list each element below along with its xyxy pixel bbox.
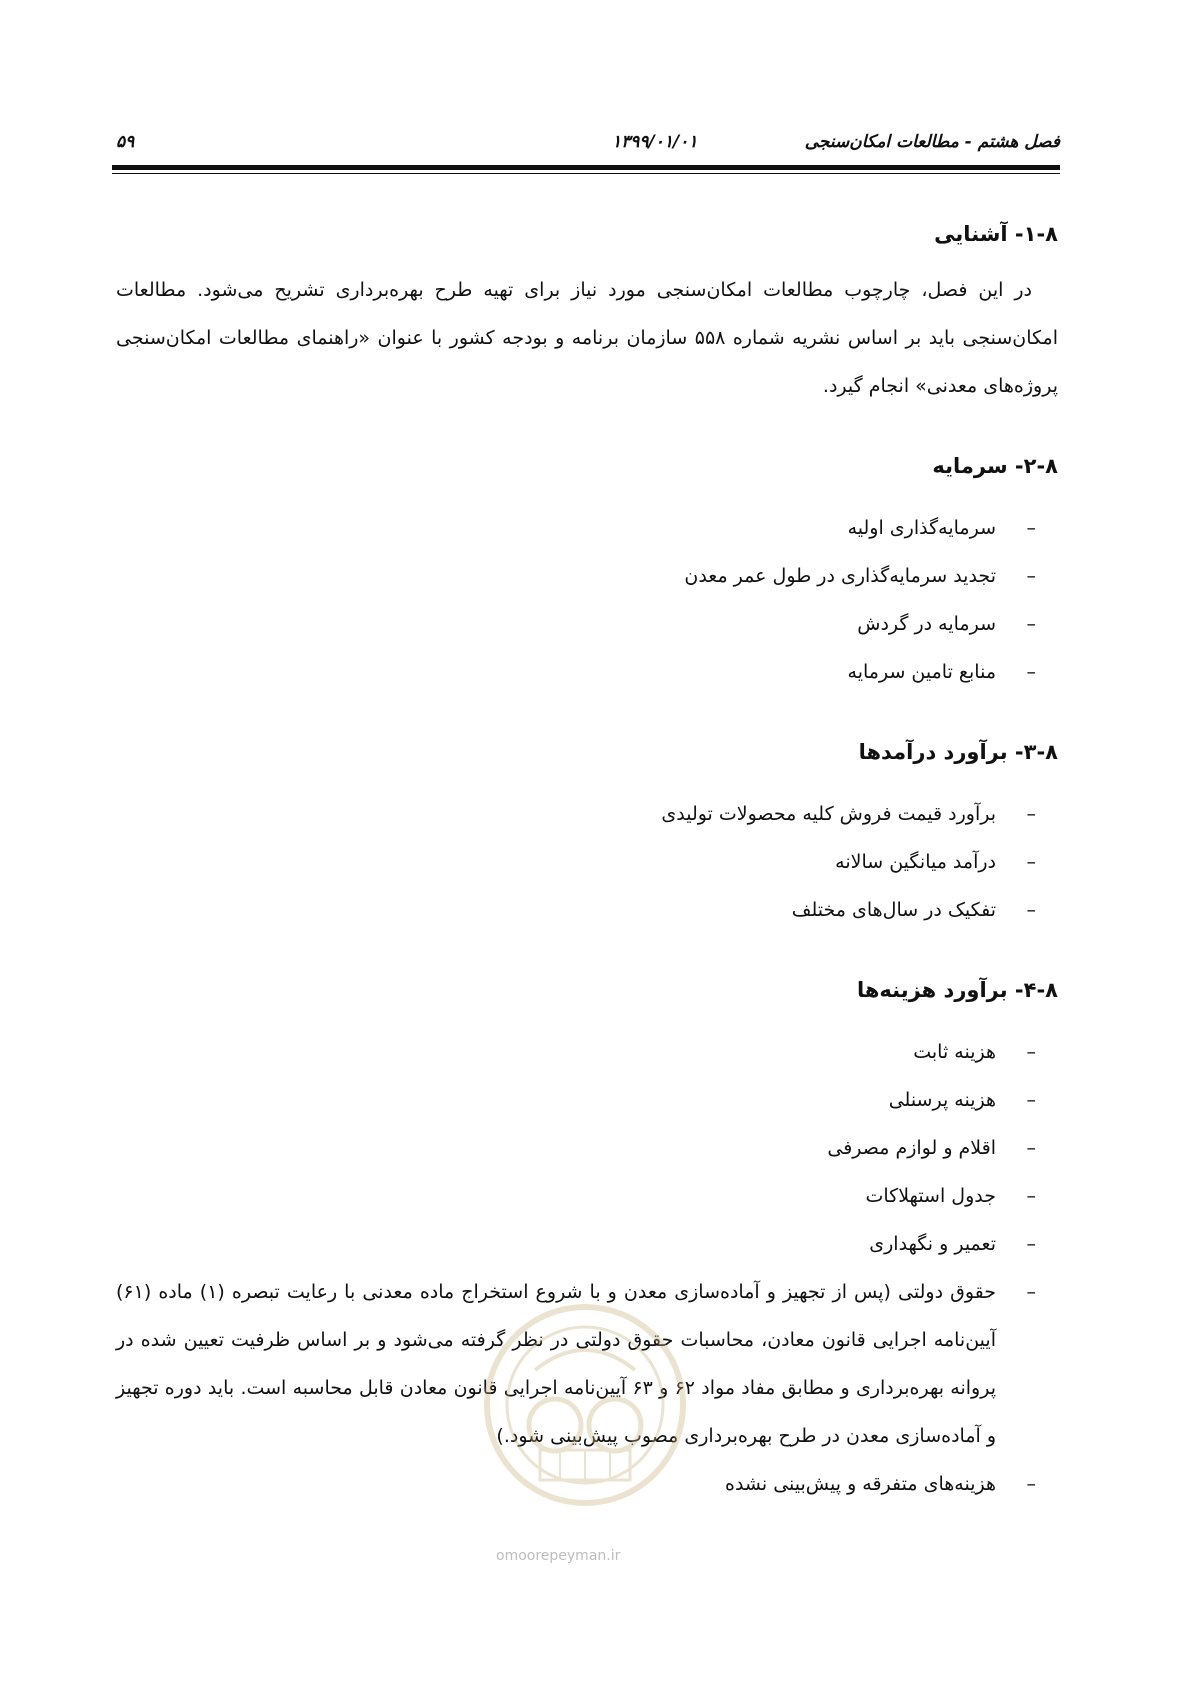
list-item: – منابع تامین سرمایه — [116, 648, 1058, 696]
list-item: – هزینه پرسنلی — [116, 1076, 1058, 1124]
list-item-government-royalties: – حقوق دولتی (پس از تجهیز و آماده‌سازی معدن و با شروع استخراج ماده معدنی با رعایت تبصره (۱) ماده (۶۱) آیین‌نامه اجرایی قانون معادن، محاسبات حقوق دولتی در نظر گرفته می‌شود و بر اساس ظرفیت تعیین شده در پروانه بهره‌برداری و مطابق مفاد مواد ۶۲ و ۶۳ آیین‌نامه اجرایی قانون معادن قابل محاسبه است. باید دوره تجهیز و آماده‌سازی معدن در طرح بهره‌برداری مصوب پیش‌بینی شود.) — [116, 1268, 1058, 1460]
section-heading-introduction: ۱-۸- آشنایی — [934, 222, 1058, 246]
list-item: – جدول استهلاکات — [116, 1172, 1058, 1220]
section-heading-costs: ۴-۸- برآورد هزینه‌ها — [856, 978, 1058, 1002]
header-rule-thick — [112, 165, 1060, 170]
list-item: – برآورد قیمت فروش کلیه محصولات تولیدی — [116, 790, 1058, 838]
section-heading-revenue: ۳-۸- برآورد درآمدها — [858, 740, 1058, 764]
list-item: – سرمایه‌گذاری اولیه — [116, 504, 1058, 552]
section-heading-capital: ۲-۸- سرمایه — [932, 454, 1058, 478]
revenue-list — [116, 790, 1058, 934]
watermark-text: omoorepeyman.ir — [496, 1548, 621, 1564]
page-header — [112, 128, 1060, 158]
list-item: – اقلام و لوازم مصرفی — [116, 1124, 1058, 1172]
list-item: – سرمایه در گردش — [116, 600, 1058, 648]
intro-paragraph: در این فصل، چارچوب مطالعات امکان‌سنجی مورد نیاز برای تهیه طرح بهره‌برداری تشریح می‌شود. مطالعات امکان‌سنجی باید بر اساس نشریه شماره ۵۵۸ سازمان برنامه و بودجه کشور با عنوان «راهنمای مطالعات امکان‌سنجی پروژه‌های معدنی» انجام گیرد. — [116, 279, 1058, 397]
list-item: – هزینه ثابت — [116, 1028, 1058, 1076]
page-number: ۵۹ — [116, 132, 135, 152]
list-item: – درآمد میانگین سالانه — [116, 838, 1058, 886]
list-item: – تجدید سرمایه‌گذاری در طول عمر معدن — [116, 552, 1058, 600]
list-item: – هزینه‌های متفرقه و پیش‌بینی نشده — [116, 1460, 1058, 1508]
list-item: – تفکیک در سال‌های مختلف — [116, 886, 1058, 934]
header-date: ۱۳۹۹/۰۱/۰۱ — [612, 132, 698, 152]
capital-list — [116, 504, 1058, 696]
header-rule-thin — [112, 173, 1060, 174]
watermark-seal-icon — [480, 1300, 690, 1510]
list-item: – تعمیر و نگهداری — [116, 1220, 1058, 1268]
chapter-title: فصل هشتم - مطالعات امکان‌سنجی — [804, 132, 1060, 152]
